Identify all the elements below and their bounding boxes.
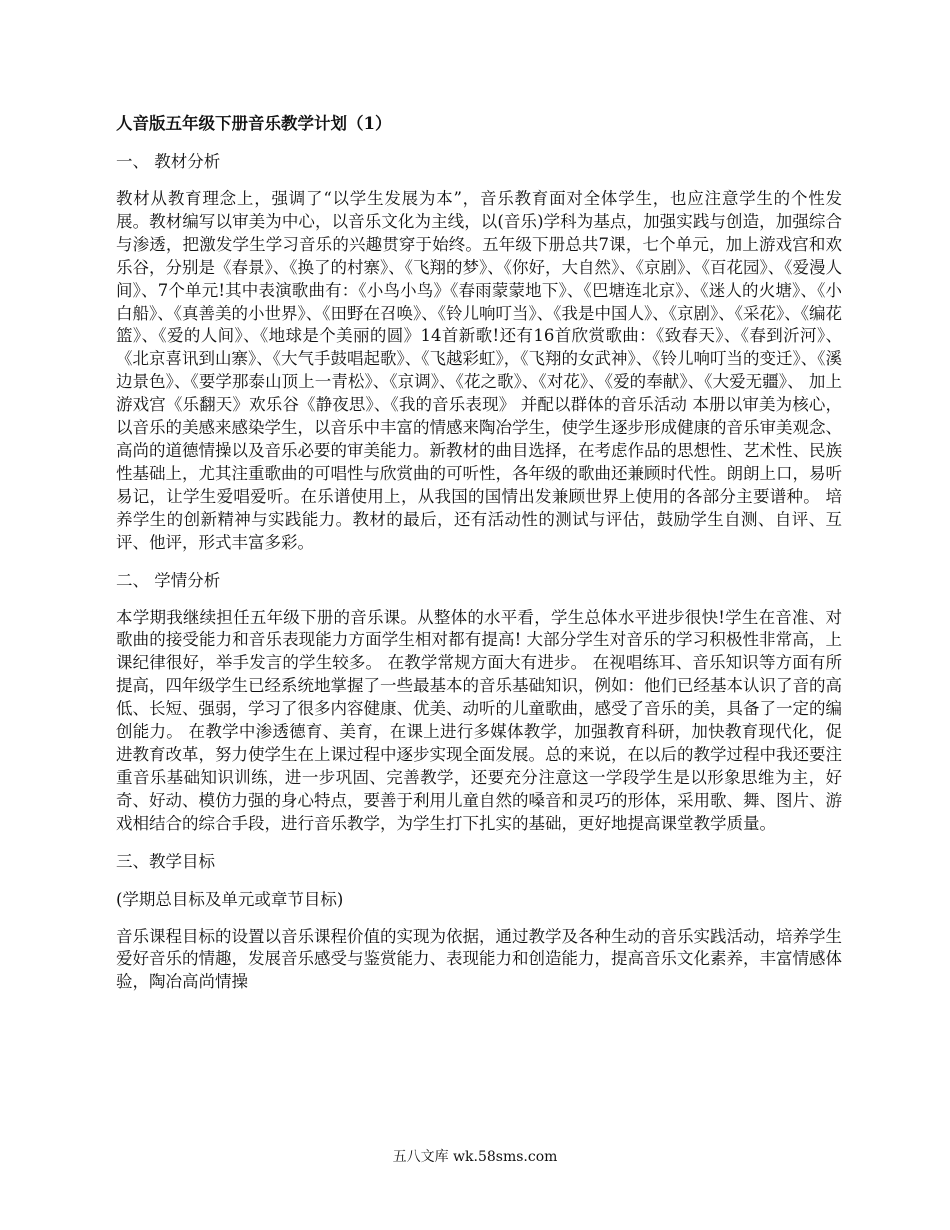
paragraph-student-analysis: 本学期我继续担任五年级下册的音乐课。从整体的水平看，学生总体水平进步很快!学生在音准、对歌曲的接受能力和音乐表现能力方面学生相对都有提高! 大部分学生对音乐的学习积极性非常高，上课纪律很好，举手发言的学生较多。 在教学常规方面大有进步。 在视唱练耳、音乐知识等方面有所提高，四年级学生已经系统地掌握了一些最基本的音乐基础知识，例如：他们已经基本认识了音的高低、长短、强弱，学习了很多内容健康、优美、动听的儿童歌曲，感受了音乐的美，具备了一定的编创能力。 在教学中渗透德育、美育，在课上进行多媒体教学，加强教育科研，加快教育现代化，促进教育改革，努力使学生在上课过程中逐步实现全面发展。总的来说，在以后的教学过程中我还要注重音乐基础知识训练，进一步巩固、完善教学，还要充分注意这一学段学生是以形象思维为主，好奇、好动、模仿力强的身心特点，要善于利用儿童自然的嗓音和灵巧的形体，采用歌、舞、图片、游戏相结合的综合手段，进行音乐教学，为学生打下扎实的基础，更好地提高课堂教学质量。	[116, 607, 842, 833]
document-title: 人音版五年级下册音乐教学计划（1）	[116, 114, 392, 133]
paragraph-teaching-goals: 音乐课程目标的设置以音乐课程价值的实现为依据，通过教学及各种生动的音乐实践活动，培养学生爱好音乐的情趣，发展音乐感受与鉴赏能力、表现能力和创造能力，提高音乐文化素养，丰富情感体验，陶冶高尚情操	[116, 926, 842, 992]
section-heading-textbook-analysis: 一、 教材分析	[116, 152, 221, 171]
section-subtitle-goals: (学期总目标及单元或章节目标)	[116, 889, 344, 909]
document-page	[116, 112, 842, 1008]
section-heading-student-analysis: 二、 学情分析	[116, 570, 221, 590]
section-heading-teaching-goals: 三、教学目标	[116, 851, 215, 871]
footer-watermark: 五八文库 wk.58sms.com	[392, 1149, 558, 1165]
paragraph-textbook-analysis: 教材从教育理念上，强调了“以学生发展为本”，音乐教育面对全体学生，也应注意学生的个性发展。教材编写以审美为中心，以音乐文化为主线，以(音乐)学科为基点，加强实践与创造，加强综合与渗透，把激发学生学习音乐的兴趣贯穿于始终。五年级下册总共7课，七个单元，加上游戏宫和欢乐谷，分别是《春景》、《换了的村寨》、《飞翔的梦》、《你好，大自然》、《京剧》、《百花园》、《爱漫人间》、7个单元!其中表演歌曲有：《小鸟小鸟》《春雨蒙蒙地下》、《巴塘连北京》、《迷人的火塘》、《小白船》、《真善美的小世界》、《田野在召唤》、《铃儿响叮当》、《我是中国人》、《京剧》、《采花》、《编花篮》、《爱的人间》、《地球是个美丽的圆》14首新歌!还有16首欣赏歌曲：《致春天》、《春到沂河》、《北京喜讯到山寨》、《大气手鼓唱起歌》、《飞越彩虹》，《飞翔的女武神》、《铃儿响叮当的变迁》、《溪边景色》、《要学那泰山顶上一青松》、《京调》、《花之歌》、《对花》、《爱的奉献》、《大爱无疆》、 加上游戏宫《乐翻天》欢乐谷《静夜思》、《我的音乐表现》 并配以群体的音乐活动 本册以审美为核心，以音乐的美感来感染学生，以音乐中丰富的情感来陶冶学生，使学生逐步形成健康的音乐审美观念、高尚的道德情操以及音乐必要的审美能力。新教材的曲目选择，在考虑作品的思想性、艺术性、民族性基础上，尤其注重歌曲的可唱性与欣赏曲的可听性，各年级的歌曲还兼顾时代性。朗朗上口，易听易记，让学生爱唱爱听。在乐谱使用上，从我国的国情出发兼顾世界上使用的各部分主要谱种。 培养学生的创新精神与实践能力。教材的最后，还有活动性的测试与评估，鼓励学生自测、自评、互评、他评，形式丰富多彩。	[116, 189, 842, 552]
